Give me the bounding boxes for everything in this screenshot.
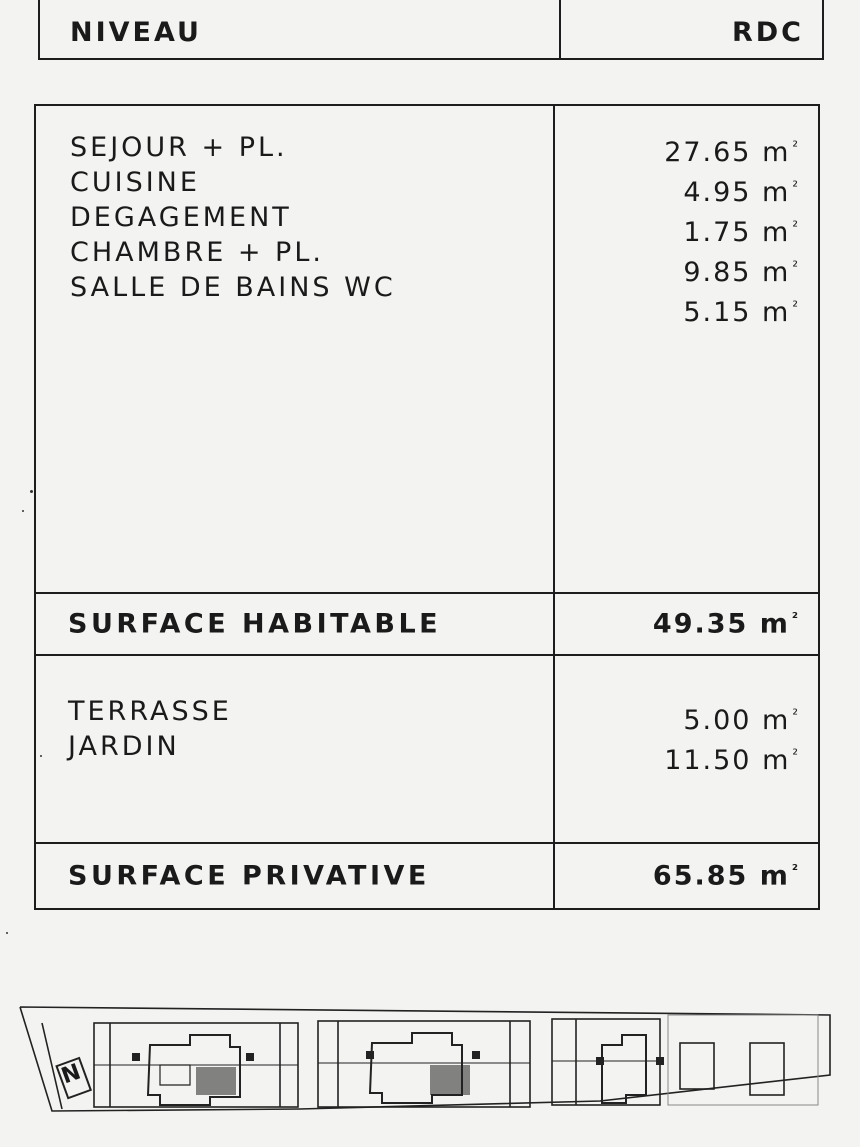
room-area-list bbox=[664, 130, 800, 330]
room-area: 9.85 m $^{^2}$ bbox=[683, 257, 800, 288]
room-area: 27.65 m $^{^2}$ bbox=[664, 137, 800, 168]
surface-privative-row bbox=[36, 844, 818, 908]
scan-speck bbox=[6, 932, 8, 934]
room-areas-cell bbox=[555, 106, 818, 592]
surface-table bbox=[34, 104, 820, 910]
surface-habitable-label: SURFACE HABITABLE bbox=[68, 608, 442, 640]
room-labels-cell bbox=[36, 106, 555, 592]
room-label: CUISINE bbox=[70, 167, 200, 198]
surface-habitable-value: 49.35 m $^{^2}$ bbox=[652, 608, 800, 640]
exterior-area: 11.50 m $^{^2}$ bbox=[664, 745, 800, 776]
room-label-list bbox=[70, 130, 396, 305]
room-area: 4.95 m $^{^2}$ bbox=[683, 177, 800, 208]
rooms-section bbox=[36, 106, 818, 594]
room-area: 1.75 m $^{^2}$ bbox=[683, 217, 800, 248]
room-label: SEJOUR + PL. bbox=[70, 132, 288, 163]
exterior-labels-cell bbox=[36, 656, 555, 842]
surface-privative-value-cell bbox=[555, 844, 818, 908]
surface-habitable-value-cell bbox=[555, 594, 818, 654]
room-area: 5.15 m $^{^2}$ bbox=[683, 297, 800, 328]
room-label: DEGAGEMENT bbox=[70, 202, 292, 233]
site-plan-drawing bbox=[0, 1005, 860, 1147]
surface-habitable-label-cell bbox=[36, 594, 555, 654]
exterior-areas-cell bbox=[555, 656, 818, 842]
room-label: CHAMBRE + PL. bbox=[70, 237, 324, 268]
exterior-label: JARDIN bbox=[68, 731, 180, 762]
surface-privative-label: SURFACE PRIVATIVE bbox=[68, 860, 430, 892]
scan-speck bbox=[30, 490, 33, 493]
level-header-box bbox=[38, 0, 824, 60]
room-label: SALLE DE BAINS WC bbox=[70, 272, 396, 303]
exterior-area-list bbox=[664, 698, 800, 778]
level-value-cell bbox=[561, 0, 822, 58]
north-marker-label: N bbox=[58, 1059, 85, 1090]
exterior-section bbox=[36, 656, 818, 844]
surface-habitable-row bbox=[36, 594, 818, 656]
exterior-label: TERRASSE bbox=[68, 696, 232, 727]
scan-speck bbox=[40, 755, 42, 757]
level-label: NIVEAU bbox=[70, 17, 202, 48]
level-label-cell bbox=[40, 0, 561, 58]
surface-privative-value: 65.85 m $^{^2}$ bbox=[652, 860, 800, 892]
level-value: RDC bbox=[731, 17, 804, 48]
scan-speck bbox=[22, 510, 24, 512]
exterior-area: 5.00 m $^{^2}$ bbox=[683, 705, 800, 736]
surface-privative-label-cell bbox=[36, 844, 555, 908]
exterior-label-list bbox=[68, 694, 232, 764]
